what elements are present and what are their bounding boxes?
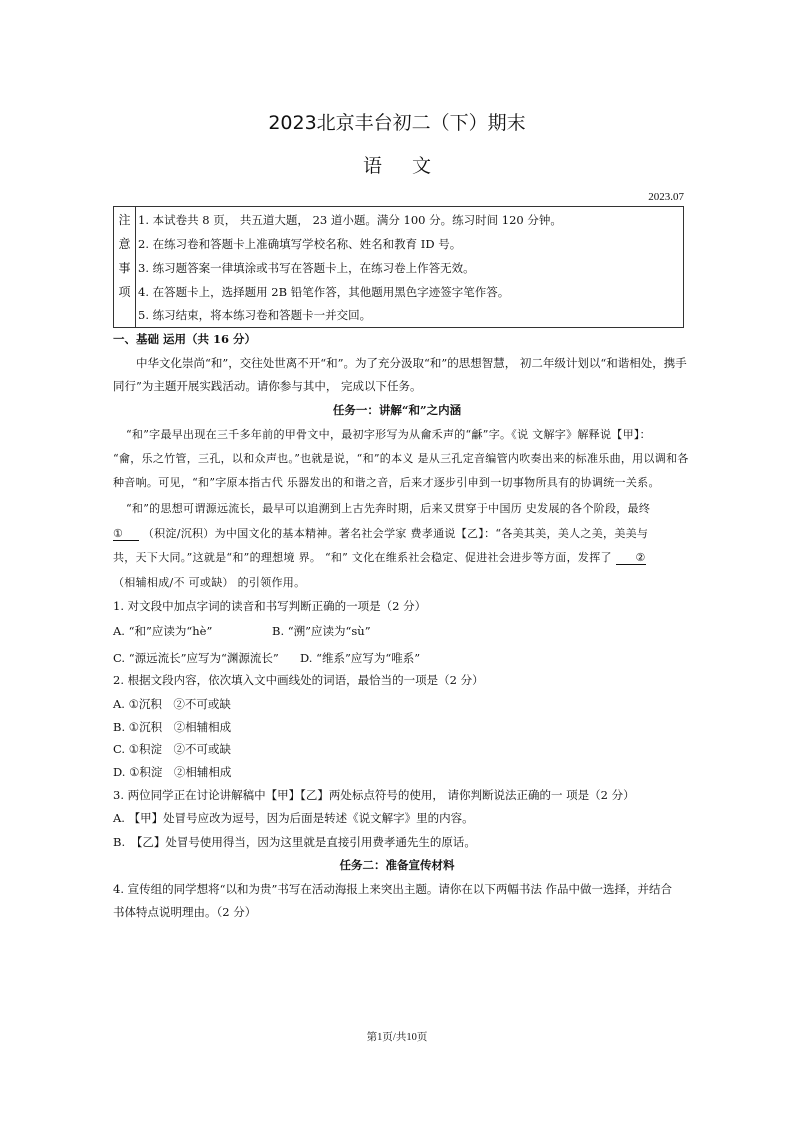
passage-line: （相辅相成/不 可或缺） 的引领作用。 — [113, 576, 306, 589]
passage-line: “龠，乐之竹管，三孔，以和众声也。”也就是说，“和”的本义 是从三孔定音编管内吹奏出来的标准乐曲，用以调和各 — [113, 452, 689, 465]
passage-line: “和”的思想可谓源远流长，最早可以追溯到上古先奔时期，后来又贯穿于中国历 史发展的各个阶段，最终 — [126, 502, 651, 515]
task-heading: 任务二：准备宣传材料 — [339, 858, 455, 872]
notice-item: 3. 练习题答案一律填涂或书写在答题卡上，在练习卷上作答无效。 — [138, 261, 475, 275]
passage-line: “和”字最早出现在三千多年前的甲骨文中，最初字形写为从龠禾声的“龢”字。《说 文解字》解释说【甲】： — [126, 428, 651, 441]
notice-label-char: 意 — [118, 237, 131, 251]
question-option: B. 【乙】处冒号使用得当，因为这里就是直接引用费孝通先生的原话。 — [113, 835, 476, 849]
passage-text: 共，天下大同。”这就是“和”的理想境 界。 “和” 文化在维系社会稳定、促进社会进步等方面，发挥了 — [113, 551, 612, 564]
notice-label-char: 注 — [118, 213, 131, 227]
question-option: A. 【甲】处冒号应改为逗号，因为后面是转述《说文解字》里的内容。 — [113, 811, 474, 825]
question-option: C. “源远流长”应写为“渊源流长” — [113, 651, 279, 665]
task-heading: 任务一：讲解“和”之内涵 — [332, 403, 462, 417]
notice-label-char: 事 — [118, 261, 131, 275]
notice-item: 1. 本试卷共 8 页， 共五道大题， 23 道小题。满分 100 分。练习时间 120 分钟。 — [138, 213, 562, 227]
question-stem: 3. 两位同学正在讨论讲解稿中【甲】【乙】两处标点符号的使用， 请你判断说法正确的一 项是（2 分） — [113, 788, 635, 802]
notice-box — [113, 206, 684, 328]
section-heading: 一、基础 运用（共 16 分） — [113, 332, 257, 346]
question-stem: 书体特点说明理由。（2 分） — [113, 905, 257, 919]
question-option: B. ①沉积 ②相辅相成 — [113, 720, 232, 734]
passage-line — [113, 549, 646, 565]
notice-label — [114, 207, 136, 327]
question-option: C. ①积淀 ②不可或缺 — [113, 742, 232, 756]
question-option: B. “溯”应读为“sù” — [272, 624, 371, 638]
exam-date: 2023.07 — [648, 191, 684, 203]
intro-paragraph-line: 同行”为主题开展实践活动。请你参与其中， 完成以下任务。 — [113, 379, 422, 393]
passage-line — [113, 525, 648, 541]
question-stem: 1. 对文段中加点字词的读音和书写判断正确的一项是（2 分） — [113, 599, 427, 613]
notice-item: 2. 在练习卷和答题卡上准确填写学校名称、姓名和教育 ID 号。 — [138, 237, 462, 251]
blank-2: ② — [616, 551, 646, 565]
subject-title: 语文 — [362, 155, 461, 177]
blank-1: ① — [113, 527, 139, 541]
question-option: A. “和”应读为“hè” — [113, 624, 213, 638]
question-stem: 4. 宣传组的同学想将“以和为贵”书写在活动海报上来突出主题。请你在以下两幅书法 作品中做一选择，并结合 — [113, 882, 673, 896]
notice-item: 4. 在答题卡上，选择题用 2B 铅笔作答，其他题用黑色字迹签字笔作答。 — [138, 285, 510, 299]
notice-label-char: 项 — [118, 285, 131, 299]
passage-text: （积淀/沉积）为中国文化的基本精神。著名社会学家 费孝通说【乙】：“各美其美，美人之美，美美与 — [142, 527, 649, 540]
page-footer: 第1页/共10页 — [366, 1032, 428, 1043]
notice-item: 5. 练习结束，将本练习卷和答题卡一并交回。 — [138, 308, 372, 322]
intro-paragraph-line: 中华文化崇尚“和”，交往处世离不开“和”。为了充分汲取“和”的思想智慧， 初二年级计划以“和谐相处，携手 — [136, 356, 687, 370]
question-option: D. “维系”应写为“唯系” — [300, 651, 421, 665]
question-option: A. ①沉积 ②不可或缺 — [113, 697, 231, 711]
question-stem: 2. 根据文段内容，依次填入文中画线处的词语，最恰当的一项是（2 分） — [113, 673, 484, 687]
passage-line: 种音响。可见，“和”字原本指古代 乐器发出的和谐之音，后来才逐步引申到一切事物所具有的协调统一关系。 — [113, 476, 660, 489]
page-title: 2023北京丰台初二（下）期末 — [268, 112, 526, 134]
question-option: D. ①积淀 ②相辅相成 — [113, 765, 232, 779]
